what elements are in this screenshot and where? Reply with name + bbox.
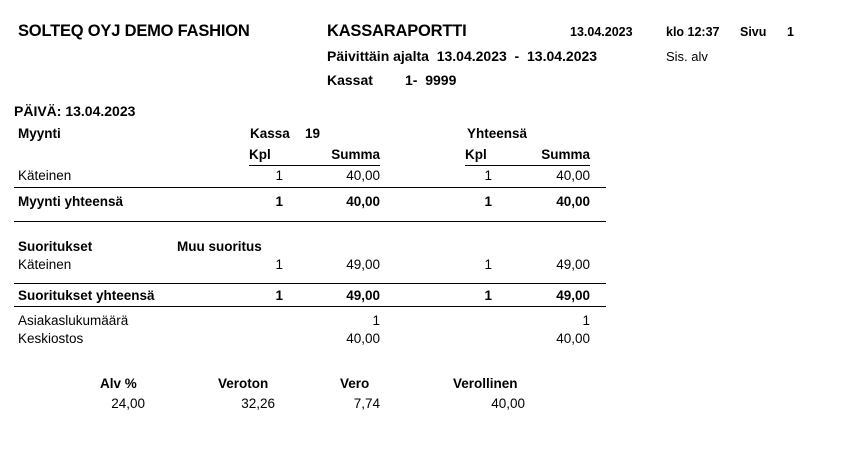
row-label: Myynti yhteensä <box>18 194 124 209</box>
row-sum-register: 49,00 <box>346 288 380 303</box>
report-date-range: Päivittäin ajalta 13.04.2023 - 13.04.2023 <box>327 48 598 64</box>
row-sum-total: 49,00 <box>556 288 590 303</box>
page-number: 1 <box>787 25 794 39</box>
vat-header-rate: Alv % <box>100 376 137 391</box>
register-column-label: Kassa <box>250 126 290 141</box>
qty-column-header: Kpl <box>465 147 487 162</box>
row-qty-total: 1 <box>484 288 492 303</box>
registers-label: Kassat <box>327 72 373 88</box>
vat-inclusive-note: Sis. alv <box>666 49 708 64</box>
row-qty-register: 1 <box>275 168 283 183</box>
row-qty-register: 1 <box>275 257 283 272</box>
row-qty-total: 1 <box>484 194 492 209</box>
total-column-label: Yhteensä <box>467 126 528 141</box>
row-sum-total: 49,00 <box>556 257 590 272</box>
row-sum-total: 40,00 <box>556 194 590 209</box>
payments-section-label: Suoritukset <box>18 239 93 254</box>
row-value-total: 1 <box>582 313 590 328</box>
row-label: Käteinen <box>18 257 72 272</box>
vat-value-net: 32,26 <box>241 396 275 411</box>
register-column-number: 19 <box>305 126 321 141</box>
registers-range-value: 1- 9999 <box>405 72 457 88</box>
row-label: Keskiostos <box>18 331 84 346</box>
row-label: Suoritukset yhteensä <box>18 288 155 303</box>
row-sum-register: 40,00 <box>346 194 380 209</box>
qty-column-header: Kpl <box>249 147 271 162</box>
day-heading: PÄIVÄ: 13.04.2023 <box>14 103 136 119</box>
vat-value-tax: 7,74 <box>353 396 380 411</box>
row-value-total: 40,00 <box>556 331 590 346</box>
sum-column-header: Summa <box>541 147 590 162</box>
table-row-total <box>0 288 849 307</box>
row-sum-total: 40,00 <box>556 168 590 183</box>
table-row <box>0 331 849 350</box>
row-label: Käteinen <box>18 168 72 183</box>
table-row <box>0 168 849 187</box>
table-row <box>0 257 849 276</box>
report-time: klo 12:37 <box>666 25 720 39</box>
report-date: 13.04.2023 <box>570 25 633 39</box>
divider <box>14 306 606 307</box>
sales-section-label: Myynti <box>18 126 61 141</box>
row-sum-register: 49,00 <box>346 257 380 272</box>
divider <box>14 221 606 222</box>
divider <box>14 187 606 188</box>
row-value-register: 40,00 <box>346 331 380 346</box>
row-qty-register: 1 <box>275 194 283 209</box>
total-column-headers <box>465 147 590 166</box>
row-value-register: 1 <box>372 313 380 328</box>
vat-header-gross: Verollinen <box>453 376 518 391</box>
row-qty-total: 1 <box>484 168 492 183</box>
vat-value-gross: 40,00 <box>491 396 525 411</box>
vat-header-tax: Vero <box>340 376 370 391</box>
report-title: KASSARAPORTTI <box>327 22 467 40</box>
row-qty-register: 1 <box>275 288 283 303</box>
vat-value-rate: 24,00 <box>111 396 145 411</box>
sum-column-header: Summa <box>331 147 380 162</box>
row-qty-total: 1 <box>484 257 492 272</box>
divider <box>14 283 606 284</box>
table-row <box>0 313 849 332</box>
page-label: Sivu <box>740 25 767 39</box>
table-row-total <box>0 194 849 213</box>
payments-sub-label: Muu suoritus <box>177 239 262 254</box>
payments-section-header <box>0 239 849 258</box>
row-label: Asiakaslukumäärä <box>18 313 129 328</box>
vat-header-net: Veroton <box>218 376 269 391</box>
register-column-headers <box>249 147 380 166</box>
company-title: SOLTEQ OYJ DEMO FASHION <box>18 22 250 40</box>
row-sum-register: 40,00 <box>346 168 380 183</box>
